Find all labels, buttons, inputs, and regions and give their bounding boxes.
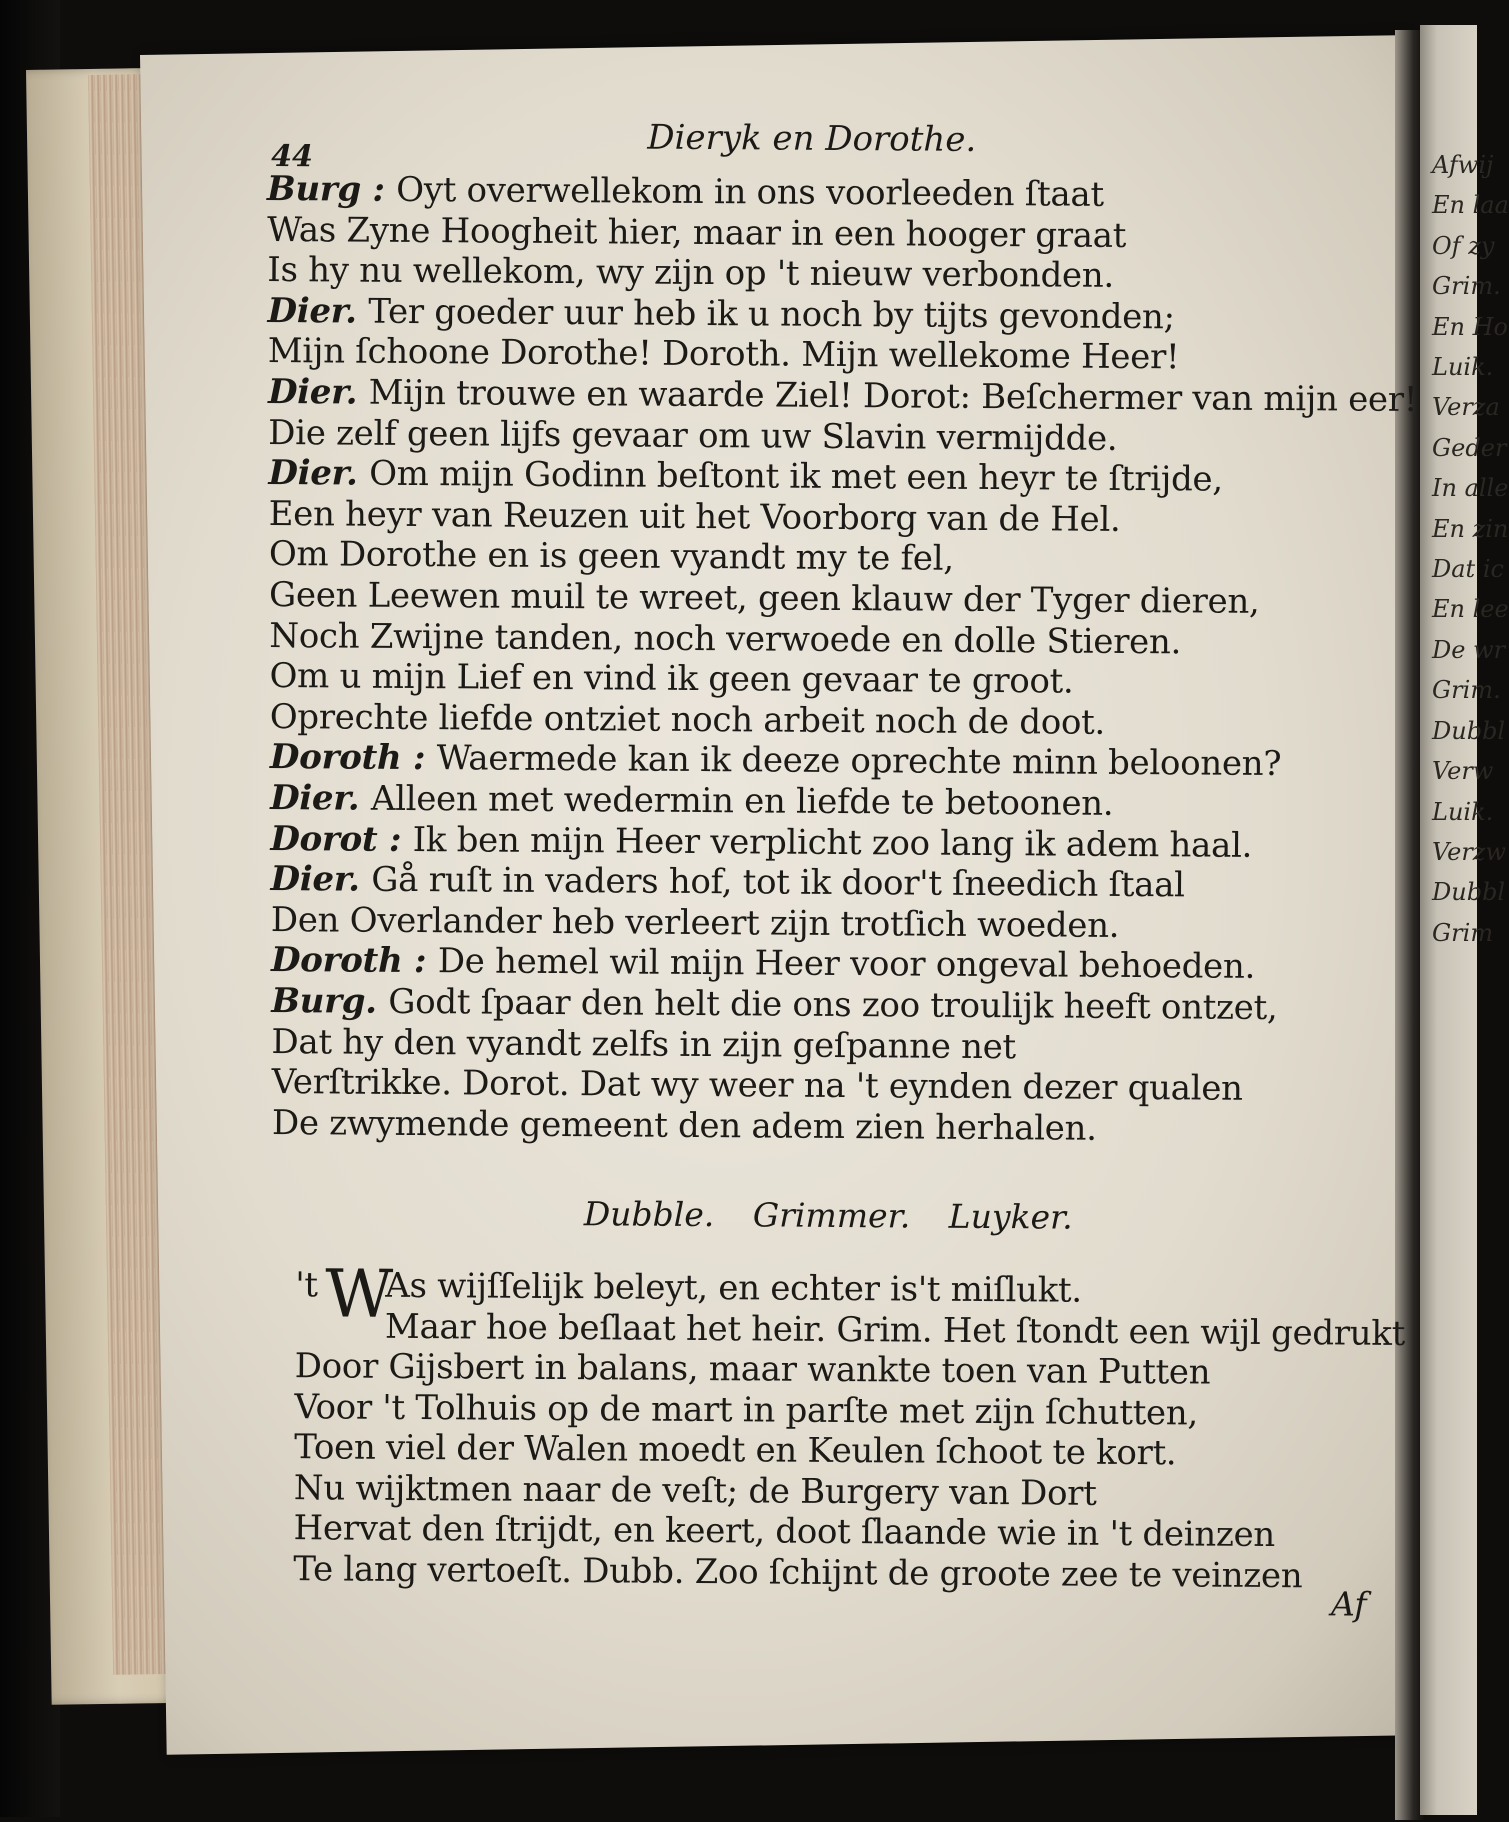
verse-line: Te lang vertoeſt. Dubb. Zoo ſchijnt de groote zee te veinzen	[293, 1548, 1303, 1596]
line-text: Godt ſpaar den helt die ons zoo troulijk heeft ontzet,	[388, 981, 1278, 1029]
line-text: Om Dorothe en is geen vyandt my te fel,	[268, 534, 954, 580]
speaker-label: Dier.	[270, 777, 372, 819]
verse-line	[268, 331, 1180, 377]
line-text: Een heyr van Reuzen uit het Voorborg van de Hel.	[268, 493, 1121, 540]
verse-line	[271, 981, 1277, 1028]
verse-line	[270, 697, 1106, 743]
verse-line	[267, 291, 1174, 337]
verse-line	[272, 1062, 1243, 1109]
line-text: Verſtrikke. Dorot. Dat wy weer na 't eynden dezer qualen	[271, 1062, 1243, 1109]
line-text: De hemel wil mijn Heer voor ongeval behoeden.	[437, 941, 1256, 988]
catchword: Af	[1330, 1584, 1367, 1624]
facing-fragment: Geder	[1432, 433, 1507, 462]
facing-fragment: Luik.	[1432, 797, 1494, 826]
verse-line	[269, 534, 954, 579]
verse-line: Hervat den ſtrijdt, en keert, doot ſlaande wie in 't deinzen	[293, 1508, 1276, 1556]
line-text: De zwymende gemeent den adem zien herhalen.	[271, 1102, 1097, 1149]
line-text: Geen Leewen muil te wreet, geen klauw der Tyger dieren,	[268, 574, 1260, 622]
verse-line: Maar hoe beſlaat het heir. Grim. Het ſtondt een wijl gedrukt	[384, 1306, 1406, 1354]
verse-line: As wijſſelijk beleyt, en echter is't miſlukt.	[385, 1265, 1083, 1311]
drop-cap: W	[324, 1255, 394, 1333]
line-text: Oyt overwellekom in ons voorleeden ſtaat	[396, 169, 1104, 215]
speaker-label: Dorot :	[270, 818, 413, 860]
verse-line	[268, 413, 1117, 459]
facing-fragment: Grim	[1432, 918, 1494, 947]
verse-line: Voor 't Tolhuis op de mart in parſte met zijn ſchutten,	[294, 1386, 1199, 1433]
facing-fragment: En zin	[1432, 514, 1509, 543]
speaker-label: Dier.	[267, 371, 369, 413]
line-text: Mijn trouwe en waarde Ziel! Dorot: Beſchermer van mijn eer!	[368, 372, 1418, 420]
facing-fragment: Verza	[1432, 393, 1500, 422]
scene-heading: Dubble. Grimmer. Luyker.	[583, 1194, 1073, 1237]
verse-line	[267, 210, 1126, 256]
facing-fragment: Luik.	[1432, 353, 1494, 382]
page-number: 44	[271, 138, 314, 175]
verse-line	[269, 616, 1181, 662]
facing-fragment: Grim.	[1432, 272, 1501, 301]
speaker-label: Dier.	[268, 453, 370, 494]
verse-line	[271, 1022, 1016, 1067]
verse-line	[269, 575, 1260, 622]
verse-line	[272, 1103, 1097, 1149]
line-text: Alleen met wedermin en liefde te betoonen.	[370, 778, 1114, 824]
line-text: Noch Zwijne tanden, noch verwoede en dolle Stieren.	[269, 615, 1182, 662]
verse-line	[268, 453, 1223, 500]
speaker-label: Doroth :	[270, 940, 438, 982]
facing-fragment: En Ho	[1432, 312, 1508, 341]
verse-line	[270, 737, 1282, 784]
facing-fragment: En laa	[1432, 191, 1509, 220]
facing-fragment: Of zy	[1432, 231, 1495, 260]
verse-line: Nu wijktmen naar de veſt; de Burgery van Dort	[293, 1467, 1097, 1514]
line-text: Om u mijn Lief en vind ik geen gevaar te groot.	[269, 656, 1074, 702]
verse-line	[271, 900, 1120, 946]
verse-line	[270, 859, 1184, 905]
line-text: Oprechte liefde ontziet noch arbeit noch de doot.	[269, 696, 1106, 743]
speaker-label: Dier.	[267, 290, 369, 332]
facing-fragment: En lee	[1432, 595, 1509, 624]
line-text: Was Zyne Hoogheit hier, maar in een hooger graat	[267, 209, 1127, 256]
facing-fragment: Dat ic	[1432, 555, 1504, 584]
facing-fragment: In alle	[1432, 474, 1509, 503]
running-head: Dieryk en Dorothe.	[647, 117, 977, 160]
facing-fragment: Verzw	[1432, 837, 1506, 866]
line-text: Om mijn Godinn beſtont ik met een heyr te ſtrijde,	[369, 453, 1223, 500]
line-text: Waermede kan ik deeze oprechte minn beloonen?	[436, 738, 1282, 785]
line-text: Mijn ſchoone Dorothe! Doroth. Mijn wellekome Heer!	[267, 331, 1180, 378]
verse-line	[267, 169, 1104, 215]
line-text: Ter goeder uur heb ik u noch by tijts gevonden;	[368, 291, 1175, 338]
line-text: Den Overlander heb verleert zijn trotſich woeden.	[270, 899, 1120, 946]
facing-fragment: Verw	[1432, 757, 1494, 786]
line-text: Gå ruſt in vaders hof, tot ik door't ſneedich ſtaal	[371, 859, 1185, 906]
verse-line	[270, 778, 1113, 824]
verse-line: 't	[295, 1265, 318, 1306]
speaker-label: Burg.	[271, 981, 389, 1022]
verse-line	[269, 656, 1073, 702]
speaker-label: Dier.	[270, 859, 372, 900]
line-text: Dat hy den vyandt zelfs in zijn geſpanne net	[271, 1021, 1017, 1067]
speaker-label: Burg :	[266, 168, 397, 210]
verse-line: Door Gijsbert in balans, maar wankte toen van Putten	[294, 1346, 1211, 1393]
line-text: Is hy nu wellekom, wy zijn op 't nieuw verbonden.	[267, 250, 1115, 297]
line-text: Ik ben mijn Heer verplicht zoo lang ik adem haal.	[412, 819, 1253, 866]
facing-fragment: Dubbl	[1432, 878, 1506, 907]
facing-fragment: De wr	[1432, 635, 1506, 664]
facing-fragment: Dubbl	[1432, 716, 1506, 745]
verse-line	[267, 250, 1114, 296]
verse-line	[269, 494, 1121, 540]
facing-fragment: Grim.	[1432, 676, 1501, 705]
speaker-label: Doroth :	[269, 737, 437, 779]
facing-fragment: Afwij	[1432, 151, 1494, 179]
verse-line	[271, 940, 1255, 987]
line-text: Die zelf geen lijfs gevaar om uw Slavin vermijdde.	[268, 412, 1118, 459]
verse-line: Toen viel der Walen moedt en Keulen ſchoot te kort.	[294, 1427, 1177, 1474]
verse-line	[270, 819, 1252, 866]
